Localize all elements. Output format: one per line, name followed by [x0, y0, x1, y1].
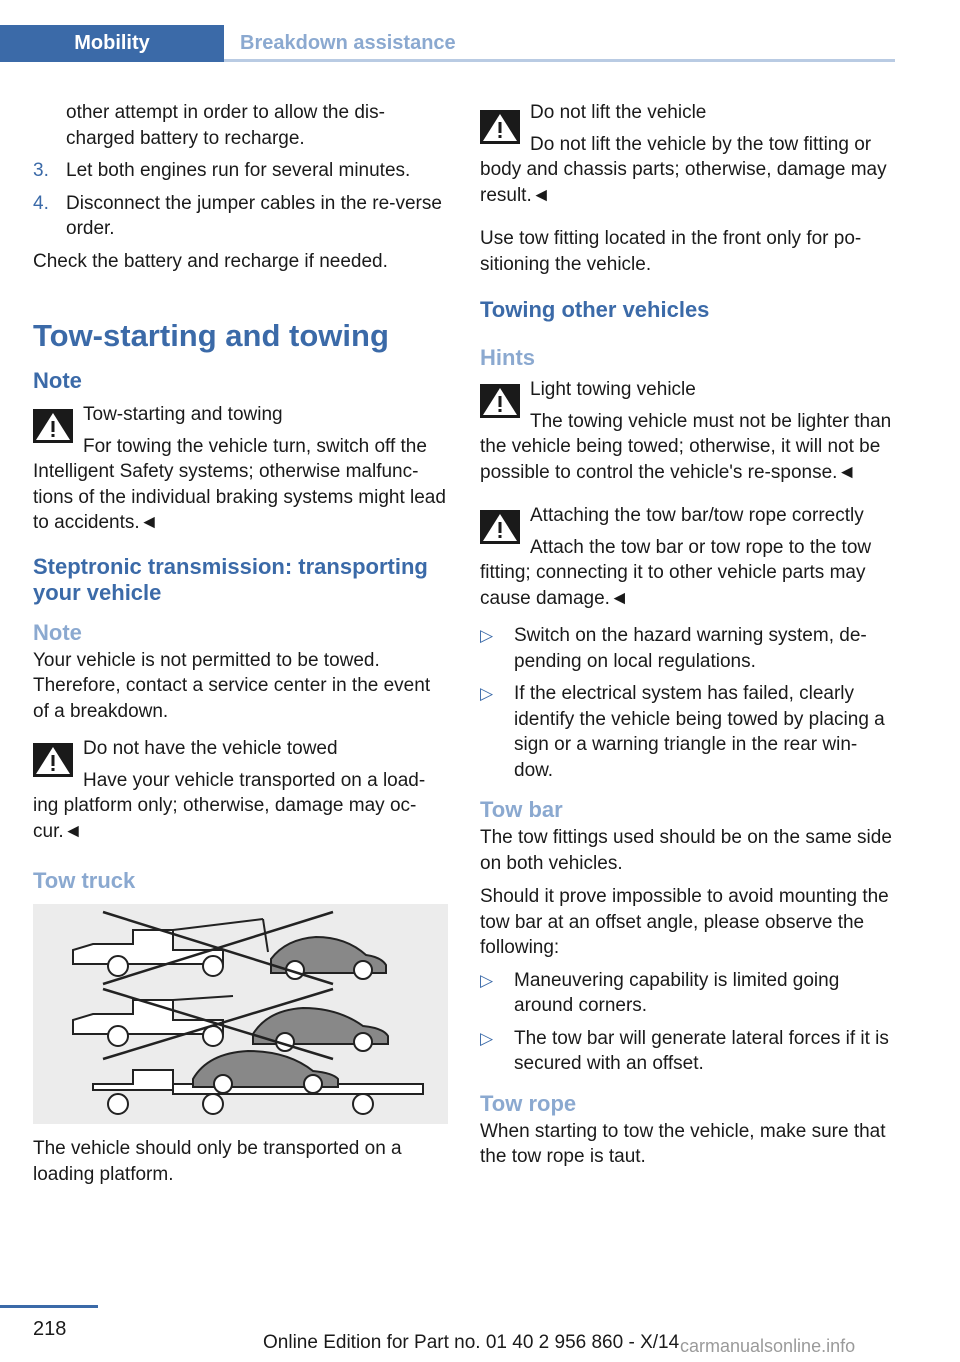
warning-triangle-icon — [480, 110, 520, 144]
tow-bar-text-1: The tow fittings used should be on the same side on both vehicles. — [480, 827, 892, 874]
check-battery-text: Check the battery and recharge if needed. — [33, 250, 388, 272]
list-item-text: Switch on the hazard warning system, de‐pending on local regulations. — [514, 625, 867, 672]
header-rule — [224, 59, 895, 62]
warning-do-not-lift — [480, 100, 895, 208]
continued-step-text: other attempt in order to allow the dis‐charged battery to recharge. — [66, 102, 385, 149]
watermark: carmanualsonline.info — [680, 1336, 856, 1356]
hints-heading: Hints — [480, 345, 535, 370]
page-header — [0, 0, 895, 62]
tow-truck-heading: Tow truck — [33, 868, 136, 893]
list-item-text: If the electrical system has failed, clearly identify the vehicle being towed by placing a sign or a warning triangle in the rear win‐dow. — [514, 683, 885, 781]
warning-title: Tow-starting and towing — [83, 404, 283, 425]
warning-light-towing-vehicle — [480, 377, 895, 485]
car-silhouette-icon — [193, 1051, 338, 1093]
section-tab-breakdown-assistance[interactable]: Breakdown assistance — [240, 32, 456, 54]
tow-truck-lift-icon — [73, 919, 268, 976]
tow-bar-heading: Tow bar — [480, 797, 563, 822]
note-subheading: Note — [33, 619, 82, 645]
bullet-triangle-icon: ▷ — [480, 1028, 494, 1048]
tow-bar-text-2: Should it prove impossible to avoid mounting the tow bar at an offset angle, please observe the following: — [480, 886, 889, 958]
tow-truck-illustration — [33, 904, 448, 1124]
section-title-tow-starting: Tow-starting and towing — [33, 318, 389, 353]
warning-triangle-icon — [33, 743, 73, 777]
warning-triangle-icon — [480, 510, 520, 544]
step-number: 3. — [33, 160, 49, 181]
step-number: 4. — [33, 192, 49, 214]
page-number: 218 — [33, 1318, 67, 1340]
step-item — [33, 191, 448, 242]
tow-truck-drawing — [33, 904, 448, 1124]
step-text: Disconnect the jumper cables in the re‐verse order. — [66, 192, 442, 239]
section-tab-mobility[interactable]: Mobility — [0, 25, 224, 62]
bullet-triangle-icon: ▷ — [480, 626, 494, 645]
warning-text: Attach the tow bar or tow rope to the tow fitting; connecting it to other vehicle parts may cause damage.◄ — [480, 536, 872, 609]
warning-text: For towing the vehicle turn, switch off the Intelligent Safety systems; otherwise malfunc‐tions of the individual braking systems might lead to accidents.◄ — [33, 435, 446, 533]
footer-rule — [0, 1305, 98, 1308]
list-item — [480, 681, 895, 783]
not-permitted-text: Your vehicle is not permitted to be towed. Therefore, contact a service center in the event of a breakdown. — [33, 649, 431, 722]
bullet-triangle-icon: ▷ — [480, 970, 494, 990]
warning-title: Attaching the tow bar/tow rope correctly — [530, 505, 864, 526]
car-silhouette-icon — [271, 937, 386, 979]
warning-triangle-icon — [33, 409, 73, 443]
left-column — [33, 100, 448, 1195]
list-item-text: Maneuvering capability is limited going around corners. — [514, 969, 840, 1016]
steptronic-heading: Steptronic transmission: transporting your vehicle — [33, 553, 428, 605]
tow-rope-text: When starting to tow the vehicle, make sure that the tow rope is taut. — [480, 1120, 886, 1167]
warning-triangle-icon — [480, 384, 520, 418]
edition-text: Online Edition for Part no. 01 40 2 956 860 - X/14 — [263, 1332, 680, 1353]
list-item — [480, 623, 895, 674]
car-silhouette-icon — [253, 1008, 388, 1051]
warning-title: Light towing vehicle — [530, 379, 696, 400]
list-item — [480, 968, 895, 1019]
warning-text: The towing vehicle must not be lighter than the vehicle being towed; otherwise, it will not be possible to control the vehicle's re‐sponse.◄ — [480, 410, 892, 483]
note-heading: Note — [33, 368, 82, 393]
step-item — [33, 158, 448, 184]
right-column — [480, 100, 895, 1178]
list-item — [480, 1026, 895, 1077]
tow-fitting-text: Use tow fitting located in the front only for po‐sitioning the vehicle. — [480, 228, 862, 275]
warning-text: Do not lift the vehicle by the tow fitting or body and chassis parts; otherwise, damage may result.◄ — [480, 133, 887, 206]
tow-rope-heading: Tow rope — [480, 1090, 577, 1116]
warning-do-not-tow — [33, 736, 448, 844]
figure-caption: The vehicle should only be transported on a loading platform. — [33, 1138, 402, 1185]
towing-other-vehicles-heading: Towing other vehicles — [480, 297, 710, 322]
warning-title: Do not have the vehicle towed — [83, 738, 338, 759]
warning-title: Do not lift the vehicle — [530, 102, 707, 123]
warning-attach-tow-bar — [480, 503, 895, 611]
list-item-text: The tow bar will generate lateral forces if it is secured with an offset. — [514, 1027, 889, 1074]
bullet-triangle-icon: ▷ — [480, 684, 494, 703]
warning-tow-starting — [33, 402, 448, 536]
warning-text: Have your vehicle transported on a load‐ing platform only; otherwise, damage may oc‐cur.◄ — [33, 769, 426, 842]
step-text: Let both engines run for several minutes. — [66, 160, 411, 181]
